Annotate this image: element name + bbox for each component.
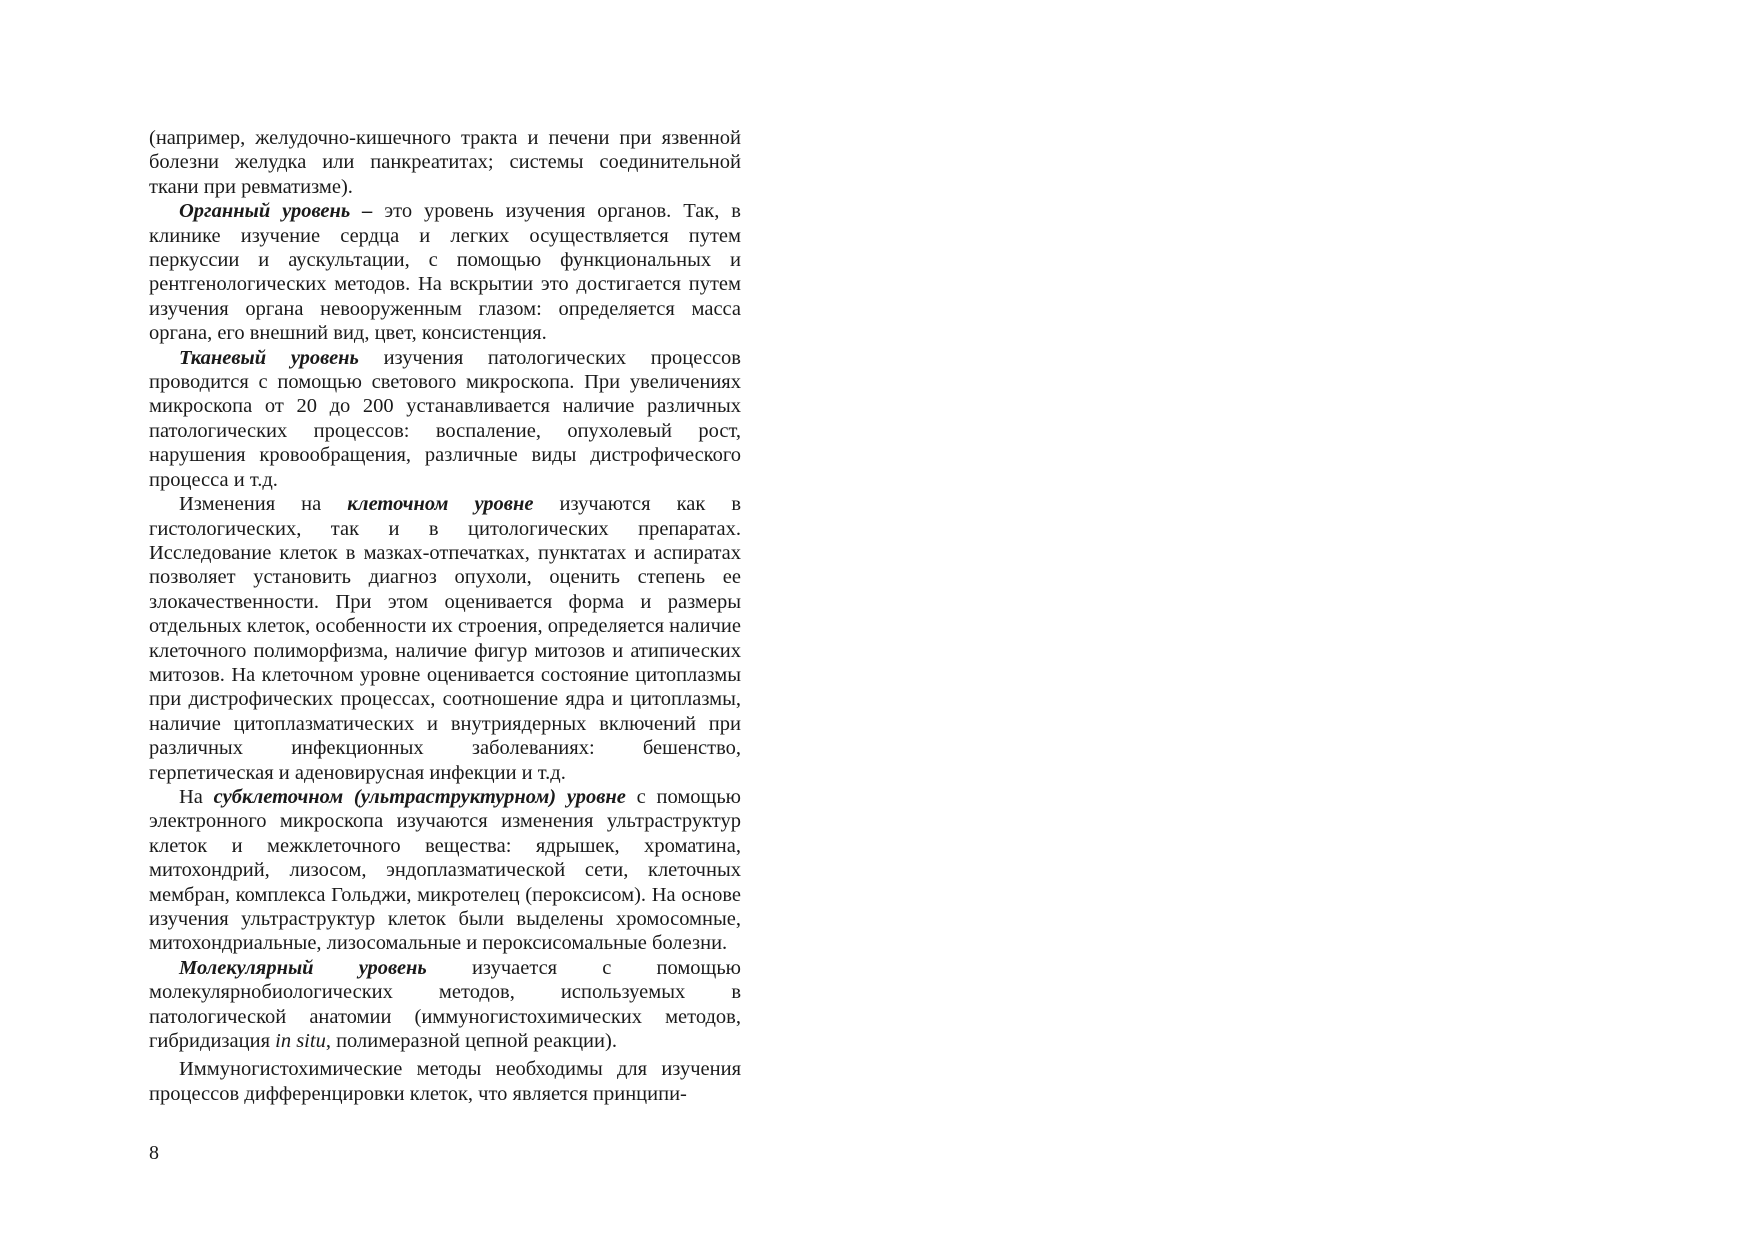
paragraph-text: это уровень изучения органов. Так, в клинике изучение сердца и легких осуществляется путем перкуссии и аускультации, с помощью функциональных и рентгенологических методов. На вскрытии это достигается путем изучения органа невооруженным глазом: определяется масса органа, его внешний вид, цвет, консистенция. (149, 200, 741, 345)
paragraph-tissue-level (149, 346, 741, 492)
term-organ-level: Органный уровень – (179, 200, 373, 223)
paragraph-text: изучения патологических процессов проводится с помощью светового микроскопа. При увеличениях микроскопа от 20 до 200 устанавливается наличие различных патологических процессов: воспаление, опухолевый рост, нарушения кровообращения, различные виды дистрофического процесса и т.д. (149, 346, 741, 491)
body-text-column (149, 126, 741, 1106)
paragraph-text: с помощью электронного микроскопа изучаются изменения ультраструктур клеток и межклеточного вещества: ядрышек, хроматина, митохондрий, лизосом, эндоплазматической сети, клеточных мембран, комплекса Гольджи, микротелец (пероксисом). На основе изучения ультраструктур клеток были выделены хромосомные, митохондриальные, лизосомальные и пероксисомальные болезни. (149, 785, 741, 955)
paragraph-text: изучаются как в гистологических, так и в цитологических препаратах. Исследование клеток в мазках-отпечатках, пунктатах и аспиратах позволяет установить диагноз опухоли, оценить степень ее злокачественности. При этом оценивается форма и размеры отдельных клеток, особенности их строения, определяется наличие клеточного полиморфизма, наличие фигур митозов и атипических митозов. На клеточном уровне оценивается состояние цитоплазмы при дистрофических процессах, соотношение ядра и цитоплазмы, наличие цитоплазматических и внутриядерных включений при различных инфекционных заболеваниях: бешенство, герпетическая и аденовирусная инфекции и т.д. (149, 493, 741, 784)
page-number: 8 (149, 1142, 159, 1164)
paragraph-lead-text: Изменения на (179, 493, 348, 516)
paragraph-organ-level (149, 199, 741, 345)
paragraph-continuation (149, 126, 741, 199)
paragraph-immunohistochemistry (149, 1057, 741, 1106)
paragraph-lead-text: На (179, 785, 214, 808)
latin-term-in-situ: in situ (275, 1030, 326, 1053)
paragraph-molecular-level (149, 956, 741, 1054)
paragraph-tail-text: , полимеразной цепной реакции). (325, 1030, 617, 1053)
paragraph-cellular-level (149, 492, 741, 785)
term-cellular-level: клеточном уровне (347, 493, 534, 516)
paragraph-text: Иммуногистохимические методы необходимы для изучения процессов дифференцировки клеток, что является принципи- (149, 1058, 741, 1105)
paragraph-text: (например, желудочно-кишечного тракта и печени при язвенной болезни желудка или панкреатитах; системы соединительной ткани при ревматизме). (149, 127, 741, 198)
term-subcellular-level: субклеточном (ультраструктурном) уровне (213, 785, 626, 808)
term-molecular-level: Молекулярный уровень (179, 956, 427, 979)
paragraph-subcellular-level (149, 785, 741, 956)
term-tissue-level: Тканевый уровень (179, 346, 359, 369)
paragraph-text: изучается с помощью молекулярнобиологических методов, используемых в патологической анатомии (иммуногистохимических методов, гибридизация (149, 956, 741, 1053)
